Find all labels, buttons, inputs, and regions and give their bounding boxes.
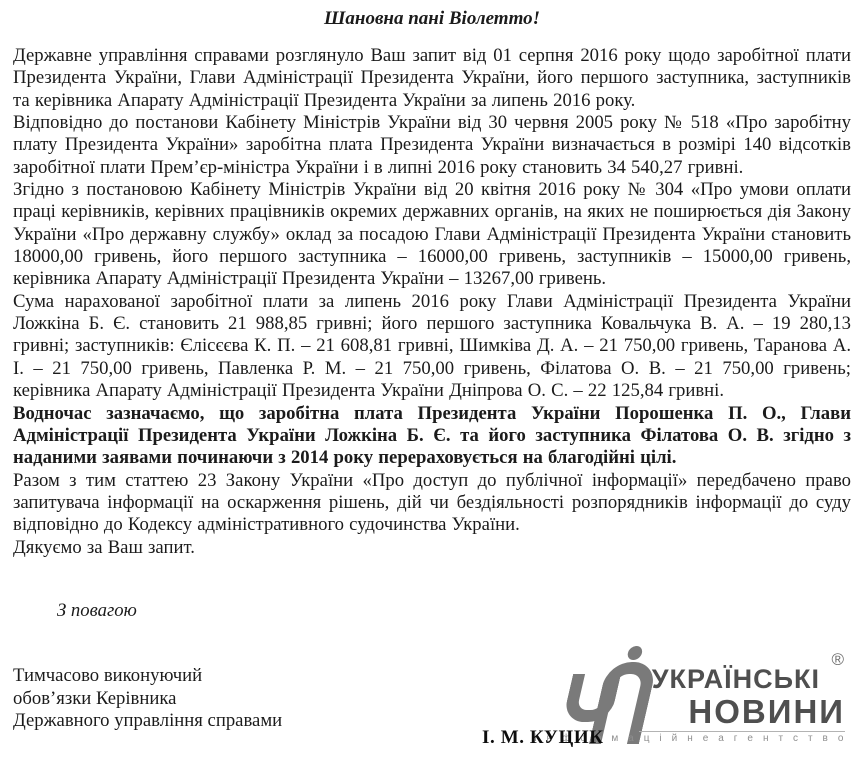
- letter-body: [13, 8, 851, 732]
- paragraph-president-salary: Відповідно до постанови Кабінету Міністрів України від 30 червня 2005 року № 518 «Про заробітну плату Президента України» заробітна плата Президента України визначається в розмірі 140 відсотків заробітної плати Прем’єр-міністра України і в липні 2016 року становить 34 540,27 гривні.: [13, 112, 851, 178]
- paragraph-appeal-rights: Разом з тим статтею 23 Закону України «Про доступ до публічної інформації» передбачено право запитувача інформації на оскарження рішень, дій чи бездіяльності розпорядників інформації до суду відповідно до Кодексу адміністративного судочинства України.: [13, 469, 851, 536]
- signature-line: обов’язки Керівника: [13, 687, 177, 709]
- signer-name: І. М. КУЦИК: [482, 727, 604, 748]
- signature-line: Тимчасово виконуючий: [13, 665, 203, 687]
- paragraph-salary-decree: Згідно з постановою Кабінету Міністрів України від 20 квітня 2016 року № 304 «Про умови оплати праці керівників, керівних працівників окремих державних органів, на яких не поширюється дія Закону України «Про державну службу» оклад за посадою Глави Адміністрації Президента України становить 18000,00 гривень, його першого заступника – 16000,00 гривень, заступників – 15000,00 гривень, керівника Апарату Адміністрації Президента України – 13267,00 гривень.: [13, 179, 851, 290]
- registered-trademark-icon: ®: [831, 650, 844, 669]
- logo-brand-line1: УКРАЇНСЬКІ: [651, 664, 820, 694]
- signature-block: [13, 665, 851, 732]
- letter-closing: З повагою: [57, 599, 137, 621]
- paragraph-accrued-salaries: Сума нарахованої заробітної плати за липень 2016 року Глави Адміністрації Президента України Ложкіна Б. Є. становить 21 988,85 гривні; його першого заступника Ковальчука В. А. – 19 280,13 гривні; заступників: Єлісєєва К. П. – 21 608,81 гривні, Шимківа Д. А. – 21 750,00 гривень, Таранова А. І. – 21 750,00 гривень, Павленка Р. М. – 21 750,00 гривень, Філатова О. В. – 21 750,00 гривень; керівника Апарату Адміністрації Президента України Дніпрова О. С. – 22 125,84 гривні.: [13, 290, 851, 402]
- logo-tagline: і н ф о р м а ц і й н е а г е н т с т в о: [534, 733, 847, 744]
- signature-line: Державного управління справами: [13, 709, 283, 731]
- paragraph-thanks: Дякуємо за Ваш запит.: [13, 536, 195, 558]
- logo-brand-line2: НОВИНИ: [688, 693, 845, 730]
- paragraph-request-intro: Державне управління справами розглянуло Ваш запит від 01 серпня 2016 року щодо заробітної плати Президента України, Глави Адміністрації Президента України, його першого заступника, заступників та керівника Апарату Адміністрації Президента України за липень 2016 року.: [13, 45, 851, 111]
- paragraph-charity-note: Водночас зазначаємо, що заробітна плата Президента України Порошенка П. О., Глави Адміністрації Президента України Ложкіна Б. Є. та його заступника Філатова О. В. згідно з наданими заявами починаючи з 2014 року перераховується на благодійні цілі.: [13, 402, 851, 469]
- letter-salutation: Шановна пані Віолетто!: [324, 8, 540, 29]
